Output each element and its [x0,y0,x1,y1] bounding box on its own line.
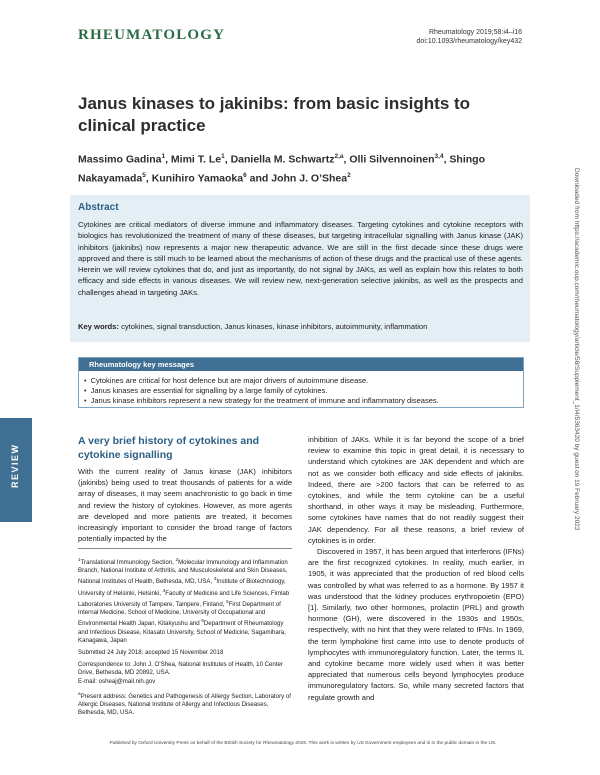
download-note: Downloaded from https://academic.oup.com/rheumatology/article/58/Supplement_1/i4/5363420 by guest on 19 February 2023 [573,168,580,531]
affiliation-marker: 1 [78,557,81,562]
citation-doi[interactable]: doi:10.1093/rheumatology/key432 [416,38,522,45]
body-column-2 [308,434,524,703]
body-paragraph: inhibition of JAKs. While it is far beyond the scope of a brief review to examine this topic in great detail, it is necessary to understand which cytokines are JAK dependent and which are not as we consider both efficacy and side effects of jakinibs. Indeed, there are >200 factors that can be referred to as cytokines, and while the term cytokine can be a useful shorthand, in other ways it may be misleading. Furthermore, some cytokines have names that do not readily suggest their JAK dependency. For all these reasons, a brief review of cytokines is in order. [308,435,524,545]
affiliation-text: Molecular Immunology and Inflammation Branch, National Institute of Arthritis, and Musculoskeletal and Skin Diseases, National Institutes of Health, Bethesda, MD, USA, [78,559,288,586]
affiliation-marker: 6 [201,618,204,624]
keywords-label: Key words: [78,322,119,331]
author-name: Daniella M. Schwartz [230,153,335,166]
author-name: Shingo Nakayamada [78,153,485,184]
article-title: Janus kinases to jakinibs: from basic insights to clinical practice [78,94,471,135]
affiliation-marker: 3 [213,576,217,582]
author-affiliation-marker: 5 [142,171,146,179]
author-name: Olli Silvennoinen [349,153,435,166]
author-name: John J. O’Shea [271,172,348,184]
author-affiliation-marker: 6 [243,171,247,179]
present-address-marker: a [78,690,81,696]
author-affiliation-marker: 2 [347,171,351,179]
author-affiliation-marker: 1 [221,153,225,160]
affiliations [78,556,292,645]
publisher-line: Published by Oxford University Press on behalf of the British Society for Rheumatology 2019. This work is written by US Government employees and is in the public domain in the US. [109,741,497,746]
affiliation-marker: 4 [162,587,166,593]
affiliation-text: First Department of Internal Medicine, School of Medicine, University of Occupational and Environmental Health Japan, Kitakyushu and [78,600,281,628]
section-heading: A very brief history of cytokines and cytokine signalling [78,435,260,461]
key-message-item: • Cytokines are critical for host defence but are major drivers of autoimmune disease. [84,376,520,386]
review-label: REVIEW [10,443,20,488]
author-affiliation-marker: 2,a [334,153,344,160]
abstract-heading: Abstract [78,202,119,213]
footnote-divider [78,548,292,549]
body-paragraph: Discovered in 1957, it has been argued that interferons (IFNs) are the first recognized cytokines. In reality, much earlier, in 1905, it was appreciated that the production of red blood cells was controlled by what was referred to as a hormone. By 1957 it was understood that the kidney produces erythropoietin (EPO) [1]. Similarly, two other hormones, prolactin (PRL) and growth hormone (GH), were discovered in the 1930s and 1950s, respectively, with no hint that they were related to IFNs. In 1969, the term lymphokine first came into use to denote products of lymphocytes with immunoregulatory function. Later, the terms IL and cytokine became more widely used when it was better appreciated that numerous cells beyond lymphocytes produce immunoregulatory factors. So, while many secreted factors that regulate growth and [308,547,524,702]
abstract-text: Cytokines are critical mediators of diverse immune and inflammatory diseases. Targeting cytokines and cytokine receptors with biologics has revolutionized the treatment of many of these diseases, but targeting intracellular signalling with Janus kinase (JAK) inhibitors (jakinibs) now represents a major new therapeutic advance. We are still in the first decade since these drugs were approved and there is still much to be learned about the mechanisms of action of these drugs and the practical use of these agents. Herein we will review cytokines that do, and just as importantly, do not signal by JAKs, as well as explain how this relates to both efficacy and side effects in various diseases. We will review new, next-generation selective jakinibs, as well as the prospects and challenges ahead in targeting JAKs. [78,220,523,297]
present-address-text: Present address: Genetics and Pathogenesis of Allergy Section, Laboratory of Allergic Diseases, National Institute of Allergy and Infectious Diseases, Bethesda, MD, USA. [78,692,291,717]
journal-logo: RHEUMATOLOGY [78,27,226,43]
key-messages-list [84,376,520,406]
email-link[interactable]: E-mail: osheaj@mail.nih.gov [78,677,156,685]
citation [417,28,522,46]
key-messages-heading: Rheumatology key messages [89,360,195,369]
author-name: Kunihiro Yamaoka [151,172,244,184]
affiliation-text: Department of Rheumatology and Infectious Disease, Kitasato University, School of Medicine, Sagamihara, Kanagawa, Japan [78,620,286,644]
present-address [78,690,292,718]
key-messages-header [79,358,523,371]
keywords [78,321,523,332]
affiliation-marker: 2 [175,557,179,562]
author-list: Massimo Gadina$^1$, Mimi T. Le$^1$, Daniella M. Schwartz$^{2,a}$, Olli Silvennoinen$^{3,4}$, Shingo Nakayamada$^5$, Kunihiro Yamaoka$^6$ and John J. O’Shea$^2$ [78,153,485,184]
author-affiliation-marker: 1 [161,153,166,160]
affiliation-text: Faculty of Medicine and Life Sciences, Fimlab Laboratories University of Tampere, Tampere, Finland, [78,589,290,608]
affiliation-marker: 5 [226,598,229,604]
key-message-item: • Janus kinase inhibitors represent a new strategy for the treatment of immune and inflammatory diseases. [84,396,520,406]
footnotes [78,556,292,721]
review-side-tab [0,418,32,522]
author-affiliation-marker: 3,4 [434,153,444,160]
body-column-1 [78,466,292,544]
affiliation-text: Translational Immunology Section, [80,559,176,567]
submitted-dates: Submitted 24 July 2018; accepted 15 November 2018 [78,648,224,656]
keywords-list: cytokines, signal transduction, Janus kinases, kinase inhibitors, autoimmunity, inflammation [121,322,428,331]
affiliation-text: Institute of Biotechnology, University of Helsinki, Helsinki, [78,578,286,597]
key-message-item: • Janus kinases are essential for signalling by a large family of cytokines. [84,386,520,396]
citation-line-1: Rheumatology 2019;58:i4–i16 [428,29,522,36]
correspondence-text: Correspondence to: John J. O’Shea, National Institutes of Health, 10 Center Drive, Bethesda, MD 20892, USA. [78,661,283,677]
author-name: Mimi T. Le [170,153,222,166]
author-name: Massimo Gadina [78,153,162,166]
body-paragraph: With the current reality of Janus kinase (JAK) inhibitors (jakinibs) being used to treat thousands of patients for a wide array of diseases, it may seem anachronistic to go back in time and review the history of cytokines. However, as more agents are developed and more patients are treated, it becomes increasingly important to consider the broad range of factors potentially impacted by the [78,467,292,544]
correspondence [78,661,292,686]
